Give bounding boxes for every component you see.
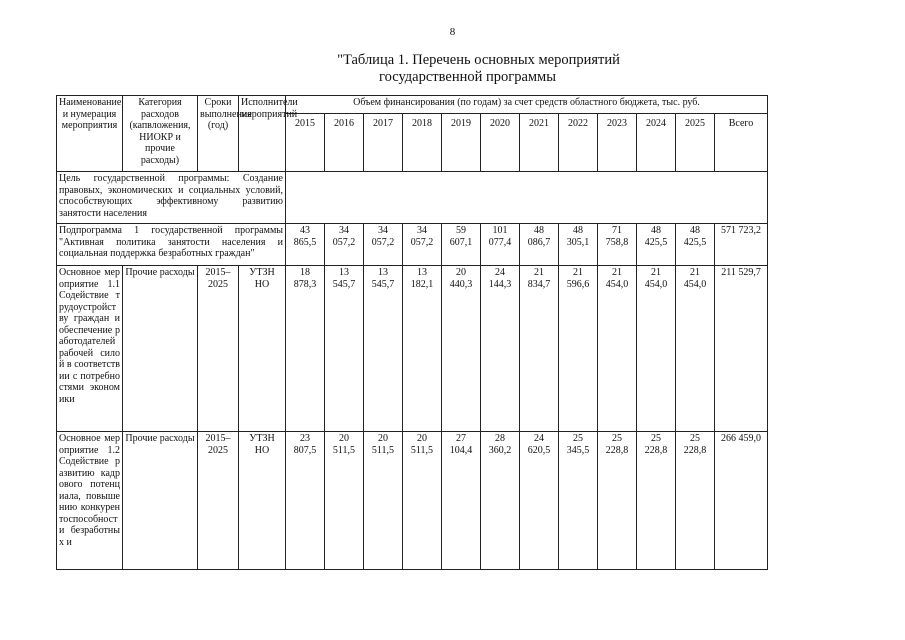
header-year: 2024 (637, 114, 676, 172)
header-year: 2018 (403, 114, 442, 172)
title-line-1: "Таблица 1. Перечень основных мероприятий (337, 52, 620, 68)
subprogram-row (57, 224, 768, 266)
value-cell: 13 545,7 (325, 266, 364, 432)
value-cell: 59 607,1 (442, 224, 481, 266)
total-cell: 571 723,2 (715, 224, 768, 266)
value-cell: 20 511,5 (325, 432, 364, 570)
value-cell: 24 620,5 (520, 432, 559, 570)
value-cell: 34 057,2 (364, 224, 403, 266)
value-cell: 28 360,2 (481, 432, 520, 570)
goal-row (57, 172, 768, 224)
header-term: Сроки выполнения (год) (198, 96, 239, 172)
measures-table (56, 95, 768, 570)
header-funding: Объем финансирования (по годам) за счет средств областного бюджета, тыс. руб. (286, 96, 768, 114)
measure-executor: УТЗН НО (239, 266, 286, 432)
value-cell: 25 228,8 (676, 432, 715, 570)
header-year: 2025 (676, 114, 715, 172)
value-cell: 21 596,6 (559, 266, 598, 432)
subprogram-name: Подпрограмма 1 государственной программы "Активная политика занятости населения и социальная поддержка безработных граждан" (57, 224, 286, 266)
header-year: 2015 (286, 114, 325, 172)
goal-empty-cell (286, 172, 768, 224)
value-cell: 48 086,7 (520, 224, 559, 266)
value-cell: 13 182,1 (403, 266, 442, 432)
value-cell: 25 345,5 (559, 432, 598, 570)
value-cell: 13 545,7 (364, 266, 403, 432)
header-year: 2019 (442, 114, 481, 172)
title-line-2: государственной программы (379, 69, 556, 85)
value-cell: 21 454,0 (676, 266, 715, 432)
measure-term: 2015–2025 (198, 432, 239, 570)
header-executors: Исполнители мероприятий (239, 96, 286, 172)
value-cell: 48 425,5 (676, 224, 715, 266)
value-cell: 20 511,5 (403, 432, 442, 570)
value-cell: 43 865,5 (286, 224, 325, 266)
value-cell: 48 305,1 (559, 224, 598, 266)
header-year: 2017 (364, 114, 403, 172)
value-cell: 25 228,8 (598, 432, 637, 570)
header-year: 2020 (481, 114, 520, 172)
value-cell: 21 454,0 (637, 266, 676, 432)
table-row (57, 432, 768, 570)
measure-executor: УТЗН НО (239, 432, 286, 570)
value-cell: 23 807,5 (286, 432, 325, 570)
measure-name: Основное мероприятие 1.1 Содействие трудоустройству граждан и обеспечение работодателей рабочей силой в соответствии с потребностями экономики (57, 266, 123, 432)
value-cell: 34 057,2 (325, 224, 364, 266)
header-row-1 (57, 96, 768, 114)
goal-text: Цель государственной программы: Создание правовых, экономических и социальных условий, способствующих эффективному развитию занятости населения (57, 172, 286, 224)
page-number: 8 (449, 26, 456, 38)
value-cell: 21 834,7 (520, 266, 559, 432)
table-title (0, 52, 905, 86)
measure-term: 2015–2025 (198, 266, 239, 432)
value-cell: 101 077,4 (481, 224, 520, 266)
value-cell: 20 511,5 (364, 432, 403, 570)
value-cell: 18 878,3 (286, 266, 325, 432)
header-year: 2023 (598, 114, 637, 172)
value-cell: 21 454,0 (598, 266, 637, 432)
table-row (57, 266, 768, 432)
measure-category: Прочие расходы (123, 432, 198, 570)
header-total: Всего (715, 114, 768, 172)
value-cell: 34 057,2 (403, 224, 442, 266)
value-cell: 27 104,4 (442, 432, 481, 570)
header-category: Категория расходов (капвложения, НИОКР и прочие расходы) (123, 96, 198, 172)
header-name: Наименование и нумерация мероприятия (57, 96, 123, 172)
measure-category: Прочие расходы (123, 266, 198, 432)
measure-name: Основное мероприятие 1.2 Содействие развитию кадрового потенциала, повышению конкурентоспособности безработных и (57, 432, 123, 570)
value-cell: 20 440,3 (442, 266, 481, 432)
total-cell: 266 459,0 (715, 432, 768, 570)
value-cell: 71 758,8 (598, 224, 637, 266)
value-cell: 48 425,5 (637, 224, 676, 266)
header-year: 2021 (520, 114, 559, 172)
header-year: 2022 (559, 114, 598, 172)
header-year: 2016 (325, 114, 364, 172)
value-cell: 24 144,3 (481, 266, 520, 432)
value-cell: 25 228,8 (637, 432, 676, 570)
total-cell: 211 529,7 (715, 266, 768, 432)
